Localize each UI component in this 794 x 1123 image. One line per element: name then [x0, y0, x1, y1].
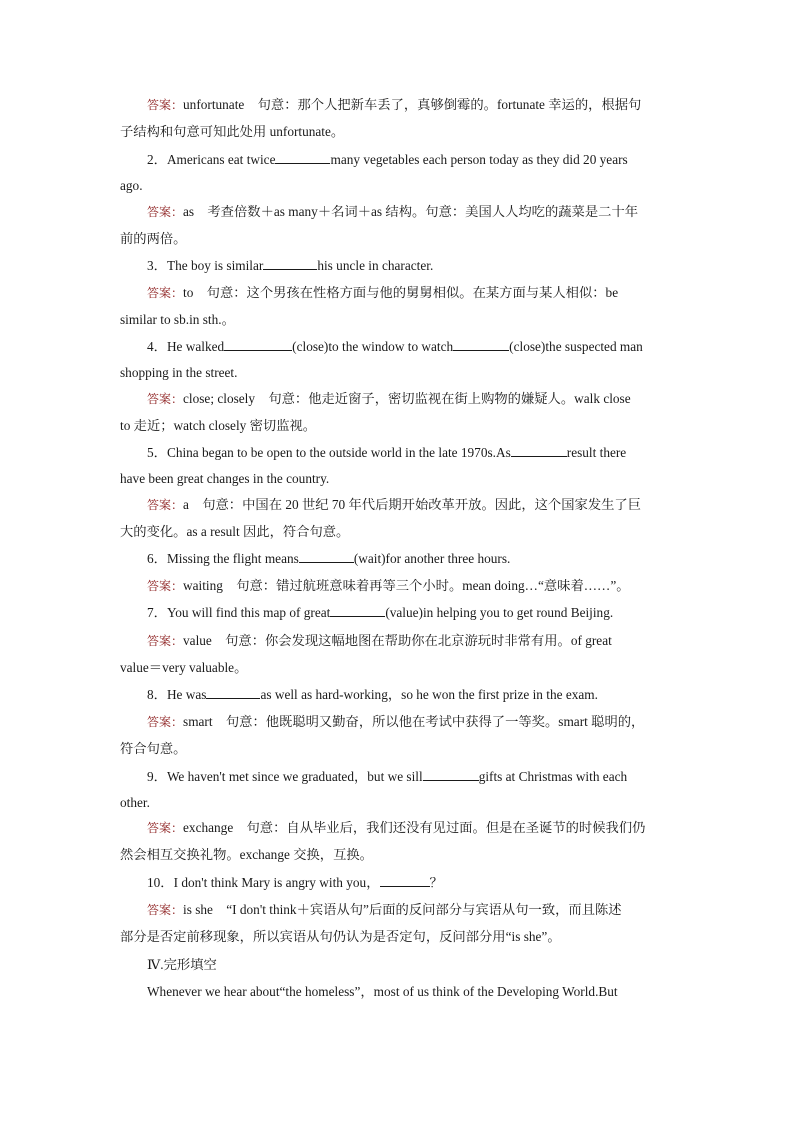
answer-label: 答案：: [147, 98, 184, 112]
answer-line-cont: 前的两倍。: [120, 231, 187, 246]
question-4: 4．He walked (close)to the window to watch (close)the suspected man: [147, 339, 643, 354]
question-5: 5．China began to be open to the outside world in the late 1970s.As result there: [147, 445, 627, 460]
question-5-cont: have been great changes in the country.: [120, 471, 330, 486]
answer-label: 答案：: [147, 821, 184, 835]
answer-line: 答案：a 句意：中国在 20 世纪 70 年代后期开始改革开放。因此，这个国家发生了巨: [147, 497, 642, 512]
answer-blank[interactable]: [275, 151, 330, 164]
passage-line: Whenever we hear about“the homeless”，most of us think of the Developing World.But: [147, 984, 618, 999]
question-9: 9．We haven't met since we graduated，but we sill gifts at Christmas with each: [147, 769, 628, 784]
question-2-cont: ago.: [120, 178, 143, 193]
answer-line-cont: 部分是否定前移现象，所以宾语从句仍认为是否定句，反问部分用“is she”。: [120, 929, 561, 944]
answer-label: 答案：: [147, 634, 184, 648]
question-2: 2．Americans eat twice many vegetables each person today as they did 20 years: [147, 152, 628, 167]
answer-line: 答案：close; closely 句意：他走近窗子，密切监视在街上购物的嫌疑人。walk close: [147, 391, 631, 406]
answer-line: 答案：exchange 句意：自从毕业后，我们还没有见过面。但是在圣诞节的时候我们仍: [147, 820, 646, 835]
question-8: 8．He was as well as hard-working，so he won the first prize in the exam.: [147, 687, 598, 702]
answer-label: 答案：: [147, 392, 184, 406]
answer-line-cont: similar to sb.in sth.。: [120, 312, 235, 327]
answer-blank[interactable]: [511, 444, 567, 457]
answer-label: 答案：: [147, 579, 184, 593]
answer-line-cont: 然会相互交换礼物。exchange 交换，互换。: [120, 847, 373, 862]
question-10: 10．I don't think Mary is angry with you， ？: [147, 875, 443, 890]
answer-label: 答案：: [147, 286, 184, 300]
answer-line: 答案：value 句意：你会发现这幅地图在帮助你在北京游玩时非常有用。of great: [147, 633, 612, 648]
section-heading: Ⅳ.完形填空: [147, 957, 217, 972]
question-6: 6．Missing the flight means (wait)for another three hours.: [147, 551, 511, 566]
answer-line: 答案：unfortunate 句意：那个人把新车丢了，真够倒霉的。fortunate 幸运的，根据句: [147, 97, 642, 112]
question-9-cont: other.: [120, 795, 150, 810]
answer-line: 答案：to 句意：这个男孩在性格方面与他的舅舅相似。在某方面与某人相似：be: [147, 285, 619, 300]
question-7: 7．You will find this map of great (value)in helping you to get round Beijing.: [147, 605, 614, 620]
answer-label: 答案：: [147, 498, 184, 512]
answer-blank[interactable]: [206, 686, 260, 699]
answer-line-cont: 大的变化。as a result 因此，符合句意。: [120, 524, 350, 539]
answer-line-cont: 符合句意。: [120, 741, 187, 756]
answer-line-cont: value＝very valuable。: [120, 660, 248, 675]
answer-blank[interactable]: [299, 550, 354, 563]
answer-blank[interactable]: [263, 257, 317, 270]
question-4-cont: shopping in the street.: [120, 365, 238, 380]
answer-blank[interactable]: [330, 604, 385, 617]
answer-line: 答案：is she “I don't think＋宾语从句”后面的反问部分与宾语从句一致，而且陈述: [147, 902, 622, 917]
answer-blank[interactable]: [453, 338, 509, 351]
answer-blank[interactable]: [423, 768, 479, 781]
answer-line-cont: 子结构和句意可知此处用 unfortunate。: [120, 124, 345, 139]
answer-label: 答案：: [147, 903, 184, 917]
answer-line: 答案：waiting 句意：错过航班意味着再等三个小时。mean doing…“意味着……”。: [147, 578, 630, 593]
answer-blank[interactable]: [224, 338, 292, 351]
answer-label: 答案：: [147, 715, 184, 729]
answer-blank[interactable]: [380, 874, 430, 887]
answer-line-cont: to 走近；watch closely 密切监视。: [120, 418, 317, 433]
answer-line: 答案：as 考查倍数＋as many＋名词＋as 结构。句意：美国人人均吃的蔬菜是二十年: [147, 204, 639, 219]
question-3: 3．The boy is similar his uncle in character.: [147, 258, 434, 273]
answer-label: 答案：: [147, 205, 184, 219]
answer-line: 答案：smart 句意：他既聪明又勤奋，所以他在考试中获得了一等奖。smart 聪明的，: [147, 714, 645, 729]
